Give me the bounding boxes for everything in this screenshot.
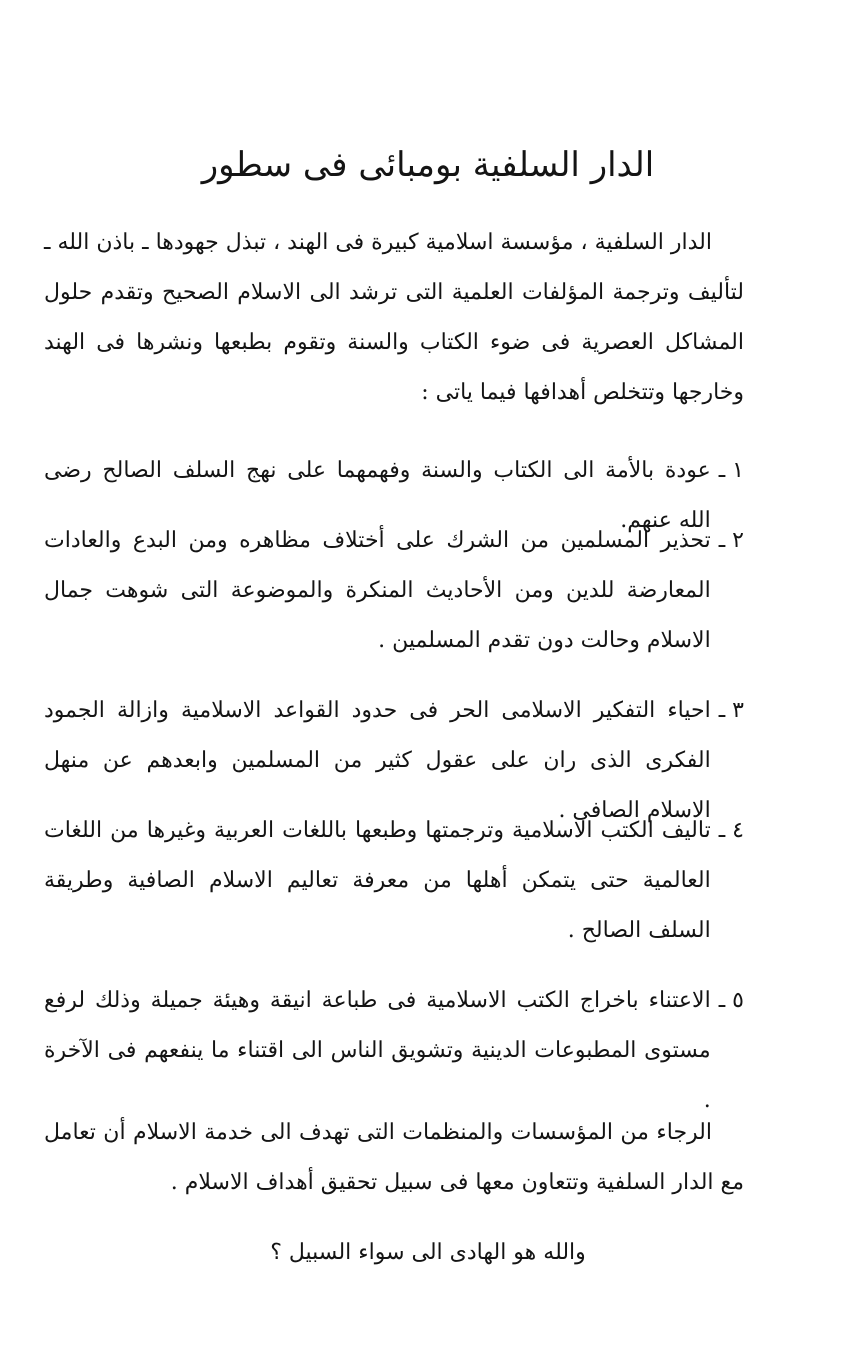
closing-paragraph: الرجاء من المؤسسات والمنظمات التى تهدف الى خدمة الاسلام أن تعامل مع الدار السلفية وتتعاون معها فى سبيل تحقيق أهداف الاسلام .	[44, 1120, 744, 1195]
item-number: ٢ ـ	[718, 528, 744, 553]
intro-paragraph: الدار السلفية ، مؤسسة اسلامية كبيرة فى الهند ، تبذل جهودها ـ باذن الله ـ لتأليف وترجمة المؤلفات العلمية التى ترشد الى الاسلام الصحيح وتقدم حلول المشاكل العصرية فى ضوء الكتاب والسنة وتقوم بطبعها ونشرها فى الهند وخارجها وتتخلص أهدافها فيما ياتى :	[44, 230, 744, 405]
list-item	[44, 976, 744, 1126]
page-title: الدار السلفية بومبائى فى سطور	[201, 145, 655, 185]
item-number: ٣ ـ	[718, 698, 744, 723]
item-text: عودة بالأمة الى الكتاب والسنة وفهمهما على نهج السلف الصالح رضى الله عنهم.	[44, 458, 711, 533]
item-text: الاعتناء باخراج الكتب الاسلامية فى طباعة انيقة وهيئة جميلة وذلك لرفع مستوى المطبوعات الدينية وتشويق الناس الى اقتناء ما ينفعهم فى الآخرة .	[44, 988, 711, 1113]
list-item	[44, 516, 744, 666]
list-item	[44, 806, 744, 956]
item-number: ٤ ـ	[718, 818, 744, 843]
item-text: تاليف الكتب الاسلامية وترجمتها وطبعها باللغات العربية وغيرها من اللغات العالمية حتى يتمكن أهلها من معرفة تعاليم الاسلام الصافية وطريقة السلف الصالح .	[44, 818, 711, 943]
final-line: والله هو الهادى الى سواء السبيل ؟	[270, 1240, 586, 1265]
item-text: احياء التفكير الاسلامى الحر فى حدود القواعد الاسلامية وازالة الجمود الفكرى الذى ران على عقول كثير من المسلمين وابعدهم عن منهل الاسلام الصافى .	[44, 698, 711, 823]
item-number: ٥ ـ	[718, 988, 744, 1013]
item-text: تحذير المسلمين من الشرك على أختلاف مظاهره ومن البدع والعادات المعارضة للدين ومن الأحاديث المنكرة والموضوعة التى شوهت جمال الاسلام وحالت دون تقدم المسلمين .	[44, 528, 711, 653]
item-number: ١ ـ	[718, 458, 744, 483]
